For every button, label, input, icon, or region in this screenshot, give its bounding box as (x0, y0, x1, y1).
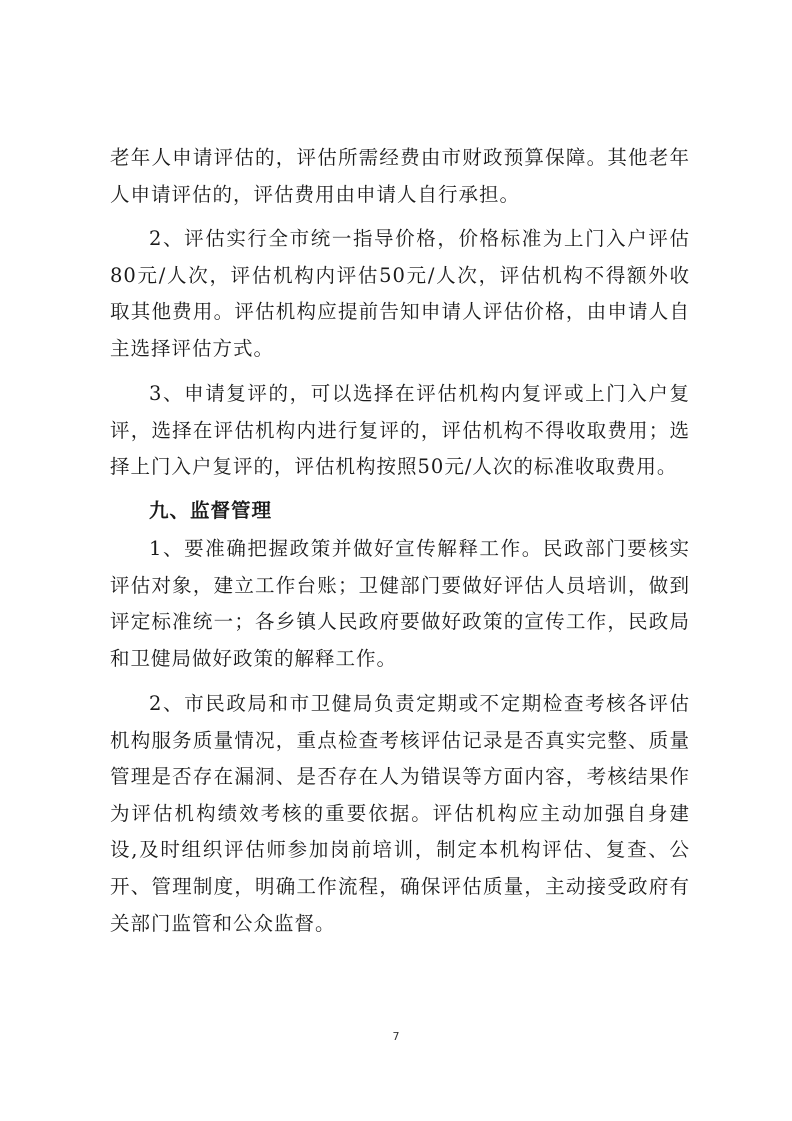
paragraph-policy-publicity: 1、要准确把握政策并做好宣传解释工作。民政部门要核实评估对象，建立工作台账；卫健部门要做好评估人员培训，做到评定标准统一；各乡镇人民政府要做好政策的宣传工作，民政局和卫健局做好政策的解释工作。 (110, 537, 690, 670)
paragraph-reassessment: 3、申请复评的，可以选择在评估机构内复评或上门入户复评，选择在评估机构内进行复评的，评估机构不得收取费用；选择上门入户复评的，评估机构按照50元/人次的标准收取费用。 (110, 382, 690, 479)
paragraph-inspection: 2、市民政局和市卫健局负责定期或不定期检查考核各评估机构服务质量情况，重点检查考核评估记录是否真实完整、质量管理是否存在漏洞、是否存在人为错误等方面内容，考核结果作为评估机构绩效考核的重要依据。评估机构应主动加强自身建设,及时组织评估师参加岗前培训，制定本机构评估、复查、公开、管理制度，明确工作流程，确保评估质量，主动接受政府有关部门监管和公众监督。 (110, 692, 690, 935)
paragraph-pricing: 2、评估实行全市统一指导价格，价格标准为上门入户评估80元/人次，评估机构内评估50元/人次，评估机构不得额外收取其他费用。评估机构应提前告知申请人评估价格，由申请人自主选择评估方式。 (110, 227, 690, 360)
page-number: 7 (392, 1030, 400, 1043)
paragraph-fee-guarantee: 老年人申请评估的，评估所需经费由市财政预算保障。其他老年人申请评估的，评估费用由申请人自行承担。 (110, 146, 690, 206)
section-heading: 九、监督管理 (149, 499, 273, 522)
